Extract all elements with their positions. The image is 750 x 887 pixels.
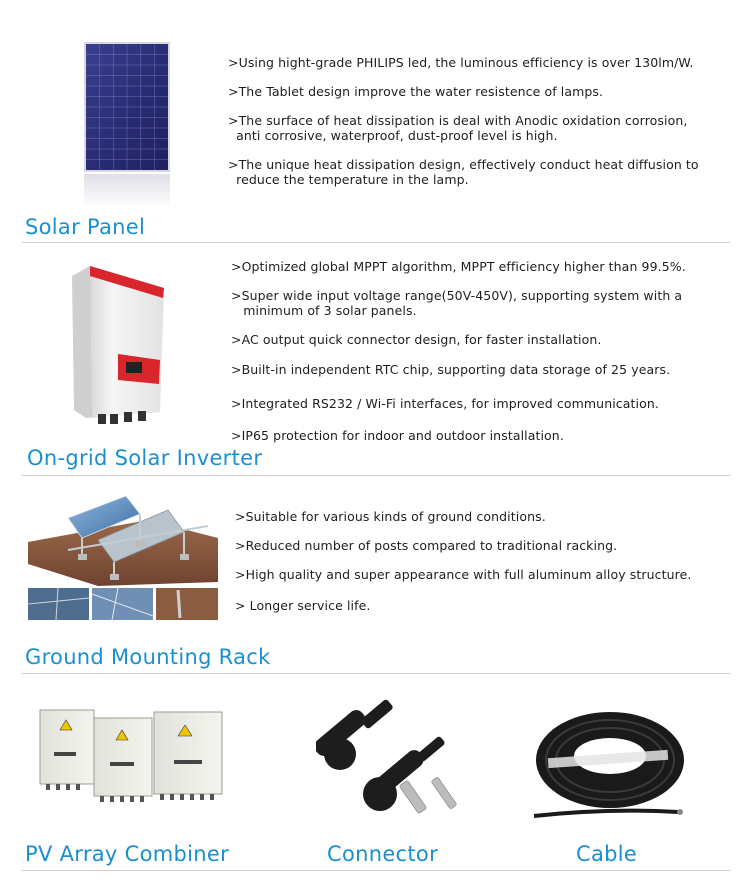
rack-bullet-1: >Suitable for various kinds of ground conditions. [235, 509, 546, 524]
inverter-bullet-2: >Super wide input voltage range(50V-450V), supporting system with a minimum of 3 solar panels. [231, 288, 683, 318]
rack-bullet-3: >High quality and super appearance with full aluminum alloy structure. [235, 567, 692, 582]
cable-heading: Cable [576, 842, 638, 866]
cable-image [528, 700, 698, 830]
solar-panel-heading: Solar Panel [25, 215, 146, 239]
inverter-bullet-3: >AC output quick connector design, for faster installation. [231, 332, 602, 347]
solar-panel-bullet-4: >The unique heat dissipation design, effectively conduct heat diffusion to reduce the temperature in the lamp. [228, 157, 699, 187]
solar-panel-image [74, 38, 180, 213]
solar-panel-bullet-1: >Using hight-grade PHILIPS led, the luminous efficiency is over 130lm/W. [228, 55, 694, 70]
inverter-bullet-5: >Integrated RS232 / Wi-Fi interfaces, for improved communication. [231, 396, 659, 411]
inverter-bullet-6: >IP65 protection for indoor and outdoor installation. [231, 428, 564, 443]
divider-2 [22, 475, 730, 476]
solar-panel-bullet-3: >The surface of heat dissipation is deal with Anodic oxidation corrosion, anti corrosive, waterproof, dust-proof level is high. [228, 113, 688, 143]
combiner-box-image [38, 706, 240, 806]
divider-3 [22, 673, 730, 674]
inverter-image [68, 262, 178, 432]
solar-panel-bullet-2: >The Tablet design improve the water resistence of lamps. [228, 84, 604, 99]
divider-1 [22, 242, 730, 243]
inverter-heading: On-grid Solar Inverter [27, 446, 263, 470]
connector-image [316, 694, 476, 824]
rack-bullet-4: > Longer service life. [235, 598, 371, 613]
divider-4 [22, 870, 730, 871]
rack-heading: Ground Mounting Rack [25, 645, 271, 669]
rack-bullet-2: >Reduced number of posts compared to traditional racking. [235, 538, 618, 553]
ground-rack-image [28, 490, 218, 622]
combiner-heading: PV Array Combiner [25, 842, 230, 866]
inverter-bullet-1: >Optimized global MPPT algorithm, MPPT efficiency higher than 99.5%. [231, 259, 686, 274]
connector-heading: Connector [327, 842, 439, 866]
inverter-bullet-4: >Built-in independent RTC chip, supporting data storage of 25 years. [231, 362, 671, 377]
